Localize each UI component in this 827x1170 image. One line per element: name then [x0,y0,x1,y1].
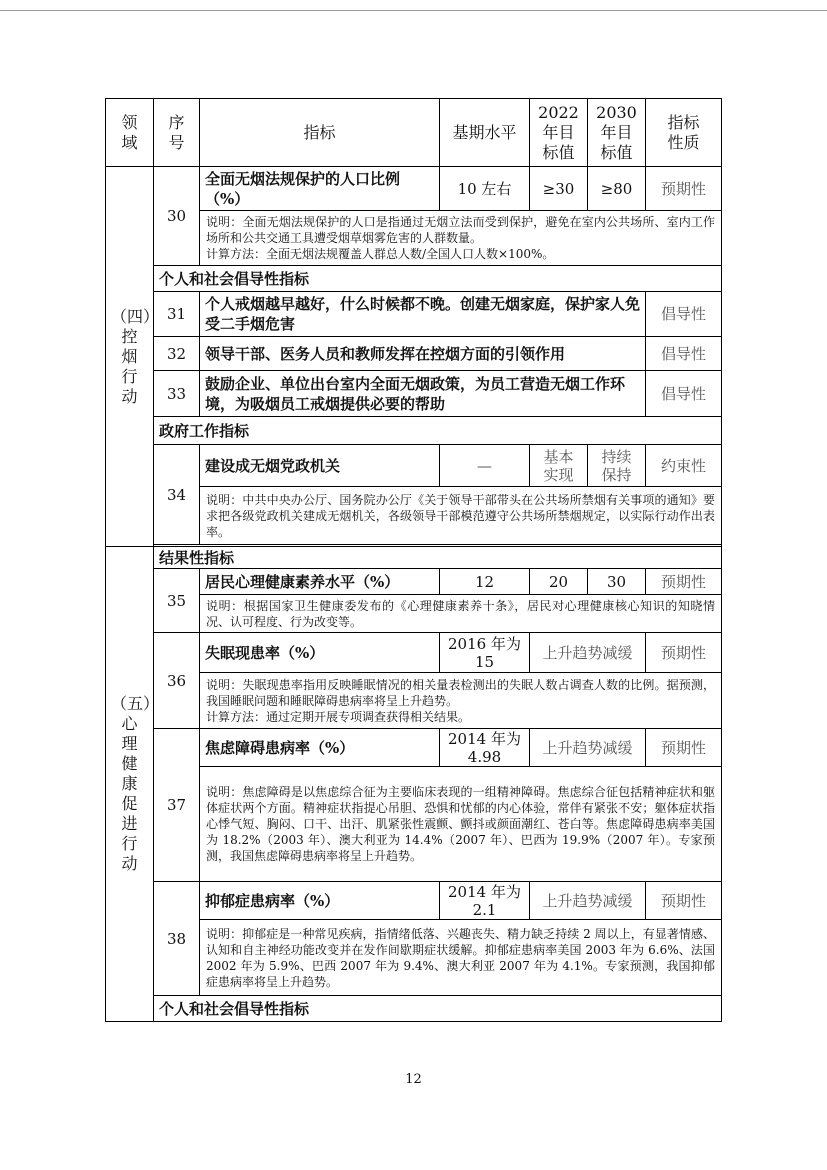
header-target-2022: 2022 年目 标值 [530,99,588,167]
category-heading: 个人和社会倡导性指标 [154,266,722,292]
target-2030-value: 30 [588,569,646,595]
header-nature: 指标 性质 [646,99,722,167]
row-number: 36 [154,633,200,729]
target-value: 上升趋势减缓 [530,882,646,920]
header-indicator: 指标 [200,99,440,167]
nature-value: 预期性 [646,882,722,920]
nature-value: 倡导性 [646,371,722,417]
table-row [106,882,722,920]
row-number: 37 [154,729,200,882]
row-number: 31 [154,292,200,337]
indicator-name: 建设成无烟党政机关 [200,445,440,487]
indicator-note: 说明：焦虑障碍是以焦虑综合征为主要临床表现的一组精神障碍。焦虑综合征包括精神症状和躯体症状两个方面。精神症状指提心吊胆、恐惧和忧郁的内心体验，常伴有紧张不安；躯体症状指心悸气短、胸闷、口干、出汗、肌紧张性震颤、颤抖或颜面潮红、苍白等。焦虑障碍患病率美国为 18.2%（2003 年）、澳大利亚为 14.4%（2007 年）、巴西为 19.9%（2007 年）。专家预测，我国焦虑障碍患病率将呈上升趋势。 [200,767,722,882]
nature-value: 预期性 [646,633,722,673]
row-number: 34 [154,445,200,545]
indicator-note: 说明：中共中央办公厅、国务院办公厅《关于领导干部带头在公共场所禁烟有关事项的通知》要求把各级党政机关建成无烟机关，各级领导干部模范遵守公共场所禁烟规定，以实际行动作出表率。 [200,487,722,545]
table-row [106,729,722,767]
target-2022-value: 20 [530,569,588,595]
row-number: 35 [154,569,200,633]
indicator-name: 鼓励企业、单位出台室内全面无烟政策，为员工营造无烟工作环境，为吸烟员工戒烟提供必要的帮助 [200,371,646,417]
header-baseline: 基期水平 [440,99,530,167]
page-number: 12 [405,1072,422,1087]
table-row [106,445,722,487]
category-heading: 结果性指标 [154,547,722,569]
indicator-note: 说明：失眠现患率指用反映睡眠情况的相关量表检测出的失眠人数占调查人数的比例。据预测，我国睡眠问题和睡眠障碍患病率将呈上升趋势。 计算方法：通过定期开展专项调查获得相关结果。 [200,673,722,729]
indicator-note: 说明：根据国家卫生健康委发布的《心理健康素养十条》，居民对心理健康核心知识的知晓情况、认可程度、行为改变等。 [200,595,722,633]
table-row [106,996,722,1022]
indicator-note: 说明：全面无烟法规保护的人口是指通过无烟立法而受到保护，避免在室内公共场所、室内工作场所和公共交通工具遭受烟草烟雾危害的人群数量。 计算方法：全面无烟法规覆盖人群总人数/全国人口人数×100%。 [200,211,722,266]
target-2022-value: ≥30 [530,167,588,211]
nature-value: 倡导性 [646,337,722,371]
table-row [106,167,722,211]
indicator-note: 说明：抑郁症是一种常见疾病，指情绪低落、兴趣丧失、精力缺乏持续 2 周以上，有显著情感、认知和自主神经功能改变并在发作间歇期症状缓解。抑郁症患病率美国 2003 年为 6.6%、法国 2002 年为 5.9%、巴西 2007 年为 9.4%、澳大利亚 2007 年为 4.1%。专家预测，我国抑郁症患病率将呈上升趋势。 [200,920,722,996]
top-rule [0,10,827,11]
target-value: 上升趋势减缓 [530,633,646,673]
table-row [106,569,722,595]
row-number: 30 [154,167,200,266]
nature-value: 倡导性 [646,292,722,337]
indicator-name: 居民心理健康素养水平（%） [200,569,440,595]
baseline-value: 2016 年为 15 [440,633,530,673]
baseline-value: 2014 年为 4.98 [440,729,530,767]
baseline-value: 10 左右 [440,167,530,211]
header-domain: 领 域 [106,99,154,167]
table-row [106,417,722,445]
nature-value: 预期性 [646,729,722,767]
category-heading: 个人和社会倡导性指标 [154,996,722,1022]
table-row [106,371,722,417]
nature-value: 约束性 [646,445,722,487]
header-seq: 序 号 [154,99,200,167]
row-number: 33 [154,371,200,417]
baseline-value: 2014 年为 2.1 [440,882,530,920]
table-row [106,337,722,371]
table-row [106,266,722,292]
section-tobacco-control: （四） 控 烟 行 动 [106,167,154,547]
table-row [106,633,722,673]
indicator-name: 焦虑障碍患病率（%） [200,729,440,767]
row-number: 32 [154,337,200,371]
table-row [106,547,722,569]
target-2030-value: 持续 保持 [588,445,646,487]
section-mental-health: （五） 心 理 健 康 促 进 行 动 [106,547,154,1022]
header-target-2030: 2030 年目 标值 [588,99,646,167]
baseline-value: 12 [440,569,530,595]
indicator-name: 全面无烟法规保护的人口比例（%） [200,167,440,211]
target-2022-value: 基本 实现 [530,445,588,487]
target-2030-value: ≥80 [588,167,646,211]
target-value: 上升趋势减缓 [530,729,646,767]
table-header [106,99,722,167]
baseline-value: — [440,445,530,487]
indicator-table [105,98,722,1022]
nature-value: 预期性 [646,569,722,595]
indicator-name: 抑郁症患病率（%） [200,882,440,920]
category-heading: 政府工作指标 [154,417,722,445]
table-row [106,292,722,337]
nature-value: 预期性 [646,167,722,211]
indicator-name: 个人戒烟越早越好，什么时候都不晚。创建无烟家庭，保护家人免受二手烟危害 [200,292,646,337]
indicator-name: 领导干部、医务人员和教师发挥在控烟方面的引领作用 [200,337,646,371]
row-number: 38 [154,882,200,996]
indicator-name: 失眠现患率（%） [200,633,440,673]
